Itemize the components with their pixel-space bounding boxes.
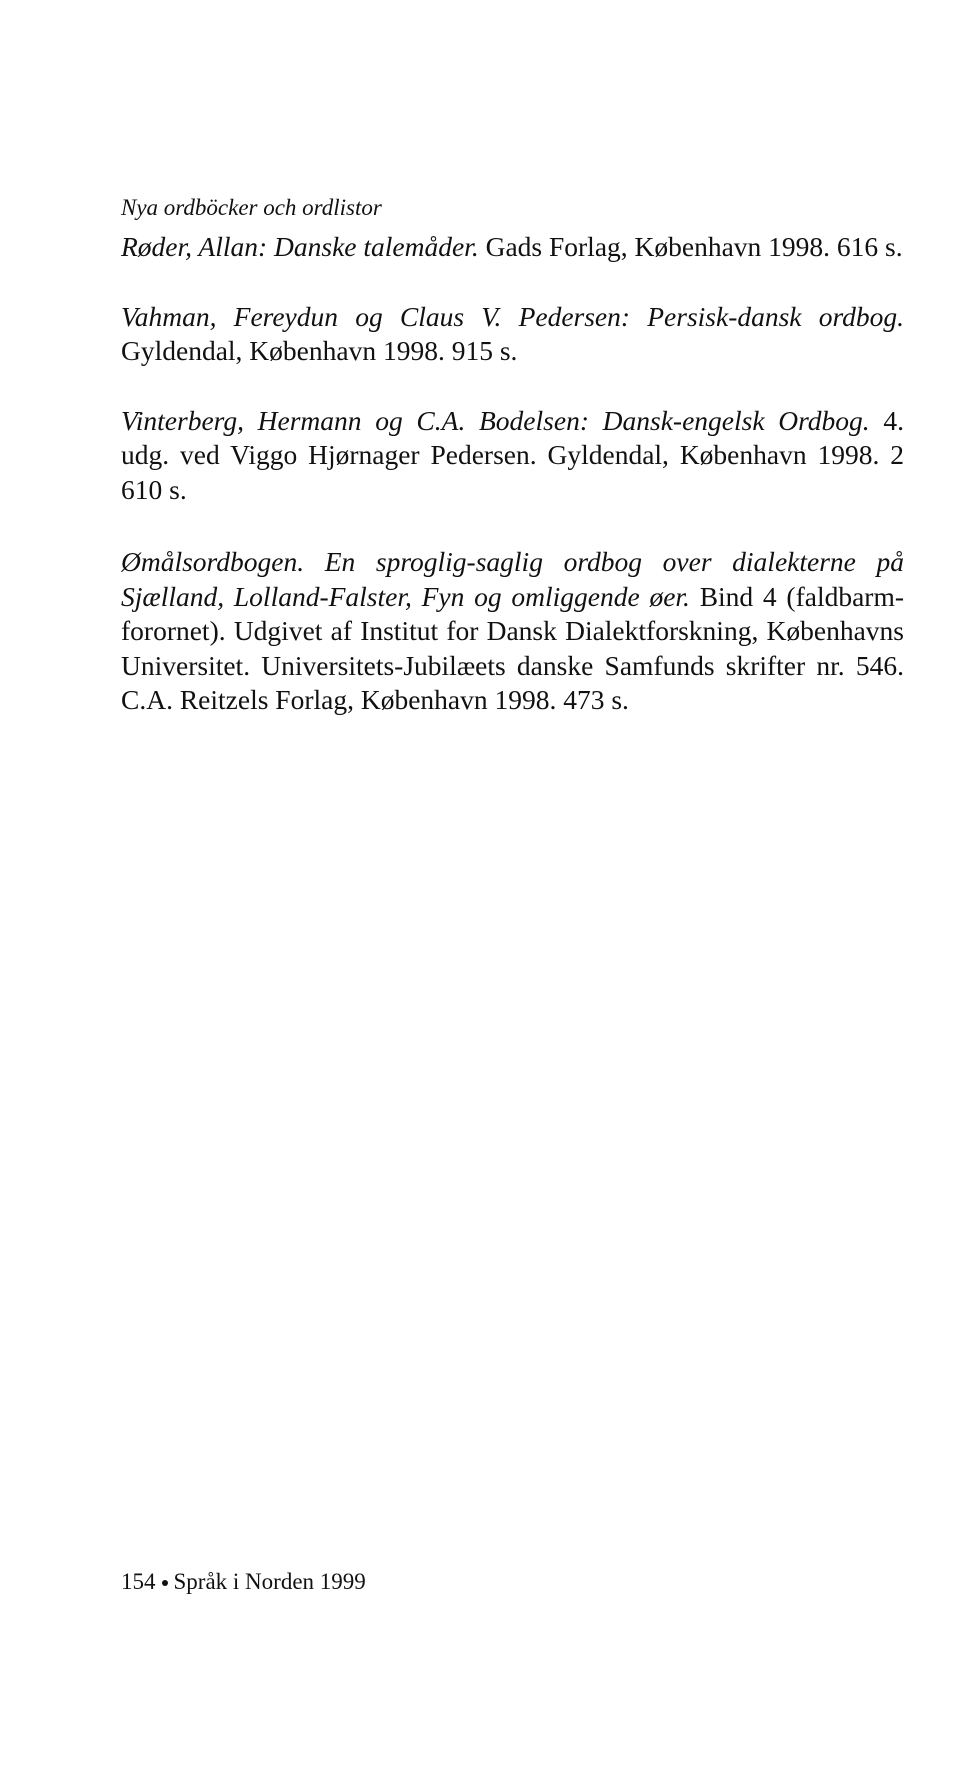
entry-title: Vahman, Fereydun og Claus V. Pedersen: Persisk-dansk ordbog. bbox=[121, 300, 904, 332]
page-footer bbox=[121, 1567, 366, 1597]
entry-details: Gyldendal, København 1998. 915 s. bbox=[121, 335, 518, 366]
entry-title: Vinterberg, Hermann og C.A. Bodelsen: Dansk-engelsk Ordbog. bbox=[121, 404, 870, 436]
entry-title: Ømålsordbogen. En sproglig-saglig ordbog over dialekterne på Sjælland, Lolland-Falster, Fyn og omliggende øer. bbox=[121, 546, 904, 612]
bibliography-entry bbox=[121, 545, 904, 718]
bibliography-entry bbox=[121, 230, 904, 265]
entry-details: 4. udg. ved Viggo Hjørnager Pedersen. Gyldendal, København 1998. 2 610 s. bbox=[121, 404, 904, 505]
page-number: 154 bbox=[121, 1569, 156, 1594]
bibliography-entry bbox=[121, 300, 904, 369]
journal-name: Språk i Norden 1999 bbox=[173, 1569, 366, 1594]
entry-details: Bind 4 (faldbarm-forornet). Udgivet af Institut for Dansk Dialektforskning, Københavns Universitet. Universitets-Jubilæets danske Samfunds skrifter nr. 546. C.A. Reitzels Forlag, København 1998. 473 s. bbox=[121, 580, 904, 715]
bibliography-entry bbox=[121, 404, 904, 508]
section-heading: Nya ordböcker och ordlistor bbox=[121, 195, 382, 220]
entry-details: Gads Forlag, København 1998. 616 s. bbox=[478, 231, 903, 262]
bullet-separator-icon bbox=[162, 1580, 168, 1586]
entry-title: Røder, Allan: Danske talemåder. bbox=[121, 231, 479, 262]
bibliography-list bbox=[121, 230, 904, 755]
